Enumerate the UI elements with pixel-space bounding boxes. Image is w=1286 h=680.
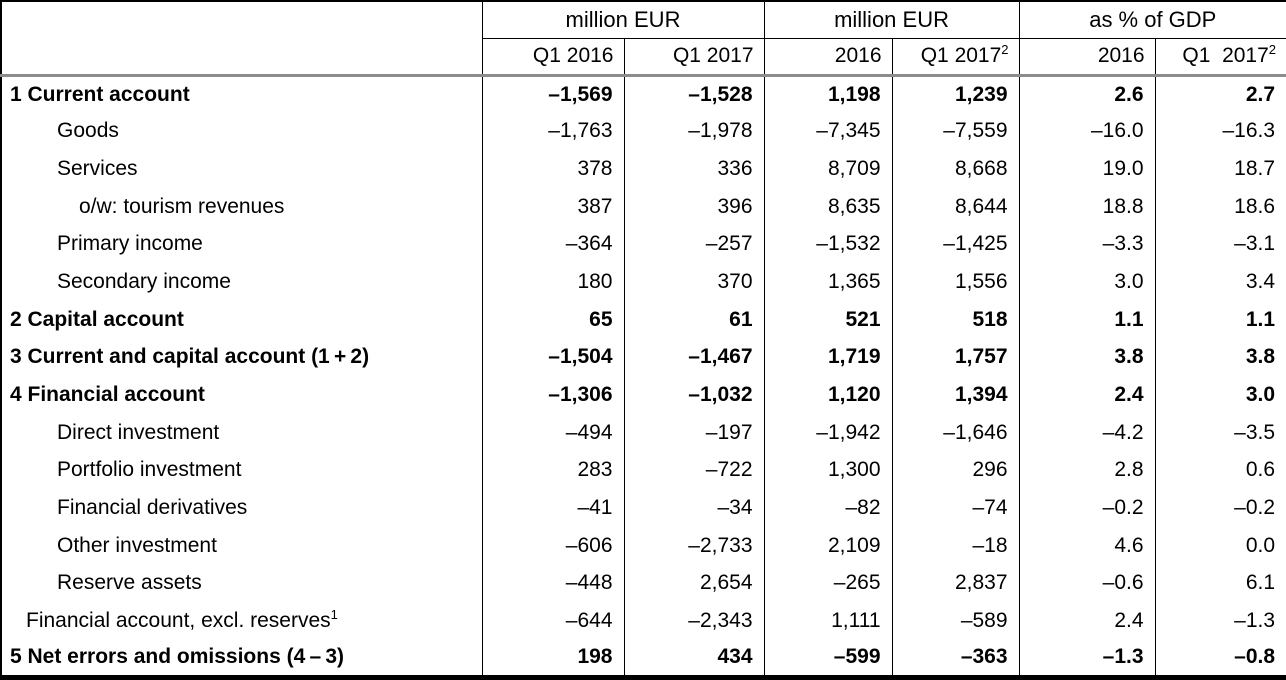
col-header-2016-pct: 2016 bbox=[1019, 38, 1155, 75]
cell-value: 18.6 bbox=[1155, 188, 1286, 226]
cell-value: 1,556 bbox=[892, 263, 1019, 301]
col-header-text: Q1 2017 bbox=[920, 44, 1002, 67]
col-header-q1-2016: Q1 2016 bbox=[482, 38, 624, 75]
cell-value: 3.8 bbox=[1019, 339, 1155, 377]
row-label: Goods bbox=[57, 119, 119, 143]
group-header-percent-gdp: as % of GDP bbox=[1019, 1, 1286, 38]
cell-value: –7,559 bbox=[892, 113, 1019, 151]
cell-value: 2,109 bbox=[764, 527, 892, 565]
table-header bbox=[1, 1, 1286, 75]
group-header-row bbox=[1, 1, 1286, 38]
cell-value: 19.0 bbox=[1019, 150, 1155, 188]
table-row-goods bbox=[1, 113, 1286, 151]
cell-value: –1,032 bbox=[624, 376, 764, 414]
footnote-marker-2: 2 bbox=[1268, 42, 1277, 57]
cell-value: 370 bbox=[624, 263, 764, 301]
cell-value: –1,528 bbox=[624, 75, 764, 113]
cell-value: –599 bbox=[764, 640, 892, 678]
cell-value: –364 bbox=[482, 226, 624, 264]
cell-value: 198 bbox=[482, 640, 624, 678]
cell-value: 2.4 bbox=[1019, 602, 1155, 640]
cell-value: 18.7 bbox=[1155, 150, 1286, 188]
cell-value: –644 bbox=[482, 602, 624, 640]
cell-value: –1,978 bbox=[624, 113, 764, 151]
cell-value: 8,644 bbox=[892, 188, 1019, 226]
cell-value: –0.8 bbox=[1155, 640, 1286, 678]
cell-value: –0.2 bbox=[1155, 489, 1286, 527]
cell-value: 3.4 bbox=[1155, 263, 1286, 301]
footnote-marker-2: 2 bbox=[1001, 42, 1009, 57]
cell-value: –197 bbox=[624, 414, 764, 452]
cell-value: 8,668 bbox=[892, 150, 1019, 188]
cell-value: –448 bbox=[482, 565, 624, 603]
cell-value: 283 bbox=[482, 452, 624, 490]
table-row-other-investment bbox=[1, 527, 1286, 565]
row-label-text: Financial account, excl. reserves bbox=[26, 609, 331, 633]
cell-value: –2,733 bbox=[624, 527, 764, 565]
cell-value: –16.0 bbox=[1019, 113, 1155, 151]
cell-value: 6.1 bbox=[1155, 565, 1286, 603]
cell-value: 0.0 bbox=[1155, 527, 1286, 565]
table-row-current-account bbox=[1, 75, 1286, 113]
table-row-capital-account bbox=[1, 301, 1286, 339]
cell-value: 1,719 bbox=[764, 339, 892, 377]
cell-value: 180 bbox=[482, 263, 624, 301]
cell-value: –7,345 bbox=[764, 113, 892, 151]
cell-value: 1,394 bbox=[892, 376, 1019, 414]
cell-value: –1,646 bbox=[892, 414, 1019, 452]
table-row-current-and-capital-account bbox=[1, 339, 1286, 377]
cell-value: 1.1 bbox=[1019, 301, 1155, 339]
cell-value: –34 bbox=[624, 489, 764, 527]
cell-value: 18.8 bbox=[1019, 188, 1155, 226]
cell-value: –722 bbox=[624, 452, 764, 490]
row-label bbox=[1, 602, 482, 640]
cell-value: 296 bbox=[892, 452, 1019, 490]
cell-value: –1,306 bbox=[482, 376, 624, 414]
cell-value: –41 bbox=[482, 489, 624, 527]
row-label: 5 Net errors and omissions (4 – 3) bbox=[10, 645, 345, 669]
row-label: 1 Current account bbox=[10, 82, 190, 106]
row-label: o/w: tourism revenues bbox=[79, 194, 285, 218]
col-header-text: Q1 2017 bbox=[1182, 44, 1269, 67]
table-row-portfolio-investment bbox=[1, 452, 1286, 490]
col-header-q1-2017-fn2 bbox=[892, 38, 1019, 75]
row-label: 2 Capital account bbox=[10, 307, 184, 331]
cell-value: –4.2 bbox=[1019, 414, 1155, 452]
cell-value: 4.6 bbox=[1019, 527, 1155, 565]
cell-value: 396 bbox=[624, 188, 764, 226]
group-header-million-eur-quarterly: million EUR bbox=[482, 1, 764, 38]
cell-value: –16.3 bbox=[1155, 113, 1286, 151]
cell-value: –1,942 bbox=[764, 414, 892, 452]
cell-value: –0.2 bbox=[1019, 489, 1155, 527]
cell-value: 2.6 bbox=[1019, 75, 1155, 113]
table-row-financial-account-excl-reserves bbox=[1, 602, 1286, 640]
cell-value: 1.1 bbox=[1155, 301, 1286, 339]
table-row-primary-income bbox=[1, 226, 1286, 264]
table-row-net-errors-omissions bbox=[1, 640, 1286, 678]
cell-value: 61 bbox=[624, 301, 764, 339]
cell-value: –1,763 bbox=[482, 113, 624, 151]
cell-value: 2.4 bbox=[1019, 376, 1155, 414]
cell-value: –1.3 bbox=[1019, 640, 1155, 678]
cell-value: –18 bbox=[892, 527, 1019, 565]
footnote-marker-1: 1 bbox=[330, 607, 338, 623]
cell-value: –606 bbox=[482, 527, 624, 565]
cell-value: –1,425 bbox=[892, 226, 1019, 264]
cell-value: –82 bbox=[764, 489, 892, 527]
cell-value: –0.6 bbox=[1019, 565, 1155, 603]
table-row-reserve-assets bbox=[1, 565, 1286, 603]
cell-value: –3.1 bbox=[1155, 226, 1286, 264]
cell-value: 2,654 bbox=[624, 565, 764, 603]
row-label: Reserve assets bbox=[57, 571, 202, 595]
cell-value: –1,569 bbox=[482, 75, 624, 113]
col-header-q1-2017: Q1 2017 bbox=[624, 38, 764, 75]
cell-value: –1,467 bbox=[624, 339, 764, 377]
cell-value: 3.8 bbox=[1155, 339, 1286, 377]
row-label: Portfolio investment bbox=[57, 458, 242, 482]
group-header-million-eur-annual: million EUR bbox=[764, 1, 1019, 38]
cell-value: –2,343 bbox=[624, 602, 764, 640]
cell-value: 65 bbox=[482, 301, 624, 339]
row-label: Services bbox=[57, 157, 138, 181]
cell-value: 521 bbox=[764, 301, 892, 339]
cell-value: –257 bbox=[624, 226, 764, 264]
cell-value: 2.8 bbox=[1019, 452, 1155, 490]
cell-value: –589 bbox=[892, 602, 1019, 640]
cell-value: 1,111 bbox=[764, 602, 892, 640]
cell-value: 2,837 bbox=[892, 565, 1019, 603]
cell-value: 336 bbox=[624, 150, 764, 188]
table-body bbox=[1, 75, 1286, 678]
cell-value: 1,300 bbox=[764, 452, 892, 490]
cell-value: 3.0 bbox=[1155, 376, 1286, 414]
table-row-services bbox=[1, 150, 1286, 188]
cell-value: 1,757 bbox=[892, 339, 1019, 377]
corner-cell bbox=[1, 1, 482, 75]
row-label: Other investment bbox=[57, 533, 217, 557]
table-row-financial-account bbox=[1, 376, 1286, 414]
table-row-financial-derivatives bbox=[1, 489, 1286, 527]
cell-value: 8,709 bbox=[764, 150, 892, 188]
col-header-2016: 2016 bbox=[764, 38, 892, 75]
cell-value: –1,504 bbox=[482, 339, 624, 377]
cell-value: –265 bbox=[764, 565, 892, 603]
cell-value: 1,198 bbox=[764, 75, 892, 113]
cell-value: 518 bbox=[892, 301, 1019, 339]
row-label: Direct investment bbox=[57, 420, 220, 444]
cell-value: –494 bbox=[482, 414, 624, 452]
cell-value: –74 bbox=[892, 489, 1019, 527]
cell-value: 1,365 bbox=[764, 263, 892, 301]
row-label: 3 Current and capital account (1 + 2) bbox=[10, 345, 370, 369]
cell-value: 387 bbox=[482, 188, 624, 226]
cell-value: –363 bbox=[892, 640, 1019, 678]
cell-value: 0.6 bbox=[1155, 452, 1286, 490]
col-header-q1-2017-pct-fn2 bbox=[1155, 38, 1286, 75]
row-label: Financial derivatives bbox=[57, 496, 248, 520]
cell-value: 434 bbox=[624, 640, 764, 678]
table-row-secondary-income bbox=[1, 263, 1286, 301]
row-label: 4 Financial account bbox=[10, 383, 205, 407]
table-row-direct-investment bbox=[1, 414, 1286, 452]
cell-value: 1,120 bbox=[764, 376, 892, 414]
cell-value: –3.5 bbox=[1155, 414, 1286, 452]
cell-value: 378 bbox=[482, 150, 624, 188]
row-label: Primary income bbox=[57, 232, 203, 256]
cell-value: –1.3 bbox=[1155, 602, 1286, 640]
table-row-tourism-revenues bbox=[1, 188, 1286, 226]
cell-value: 1,239 bbox=[892, 75, 1019, 113]
cell-value: 3.0 bbox=[1019, 263, 1155, 301]
cell-value: 8,635 bbox=[764, 188, 892, 226]
cell-value: –3.3 bbox=[1019, 226, 1155, 264]
row-label: Secondary income bbox=[57, 270, 231, 294]
cell-value: 2.7 bbox=[1155, 75, 1286, 113]
cell-value: –1,532 bbox=[764, 226, 892, 264]
